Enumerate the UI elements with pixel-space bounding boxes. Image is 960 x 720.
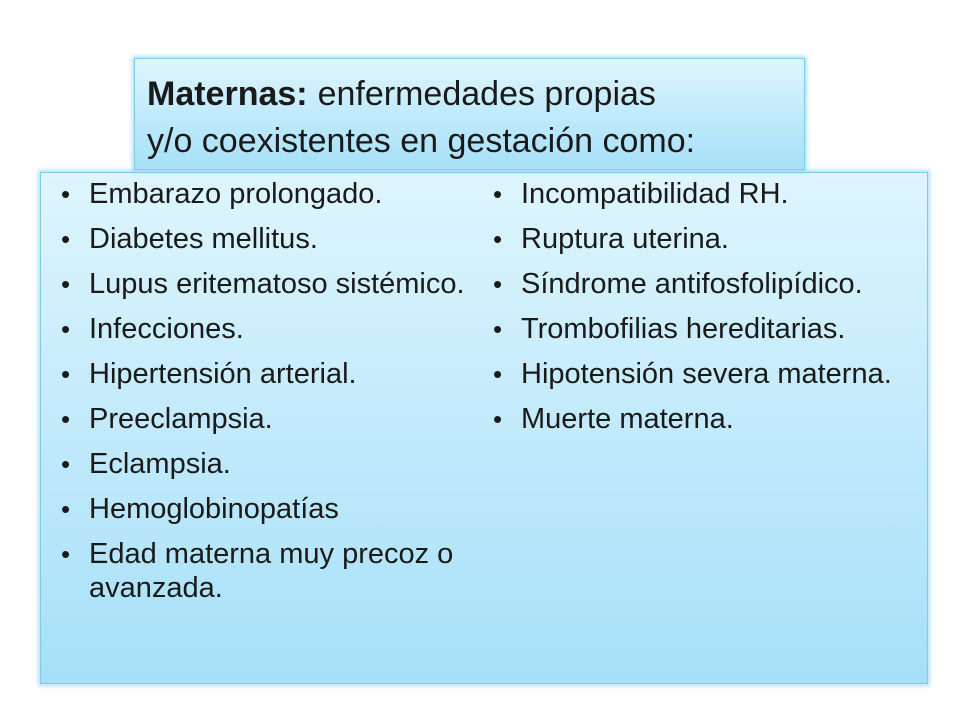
list-item bbox=[481, 222, 921, 256]
list-item bbox=[49, 537, 469, 605]
content-box bbox=[40, 172, 928, 684]
title-box bbox=[134, 58, 805, 170]
list-item-text: Diabetes mellitus. bbox=[89, 223, 318, 255]
left-column-list bbox=[49, 177, 469, 616]
list-item-text: Ruptura uterina. bbox=[521, 223, 729, 255]
bullet-icon: • bbox=[493, 314, 503, 344]
list-item bbox=[49, 177, 469, 211]
bullet-icon: • bbox=[61, 359, 71, 389]
list-item bbox=[481, 357, 921, 391]
bullet-icon: • bbox=[493, 269, 503, 299]
bullet-icon: • bbox=[493, 179, 503, 209]
list-item-text: Incompatibilidad RH. bbox=[521, 178, 789, 210]
bullet-icon: • bbox=[493, 224, 503, 254]
list-item bbox=[49, 492, 469, 526]
right-column-list bbox=[481, 177, 921, 447]
title-line-1 bbox=[147, 71, 804, 118]
list-item bbox=[49, 312, 469, 346]
list-item bbox=[481, 402, 921, 436]
bullet-icon: • bbox=[61, 269, 71, 299]
list-item-text: Muerte materna. bbox=[521, 403, 734, 435]
bullet-icon: • bbox=[493, 404, 503, 434]
list-item bbox=[481, 267, 921, 301]
list-item-text: Hemoglobinopatías bbox=[89, 493, 339, 525]
list-item bbox=[49, 402, 469, 436]
list-item bbox=[481, 312, 921, 346]
title-bold-word: Maternas: bbox=[147, 75, 308, 113]
list-item bbox=[49, 447, 469, 481]
bullet-icon: • bbox=[61, 494, 71, 524]
bullet-icon: • bbox=[61, 314, 71, 344]
bullet-icon: • bbox=[61, 449, 71, 479]
title-line-1-text: enfermedades propias bbox=[317, 75, 656, 113]
list-item-text: Trombofilias hereditarias. bbox=[521, 313, 846, 345]
list-item bbox=[481, 177, 921, 211]
list-item-text: Síndrome antifosfolipídico. bbox=[521, 268, 863, 300]
bullet-icon: • bbox=[61, 224, 71, 254]
list-item bbox=[49, 267, 469, 301]
bullet-icon: • bbox=[61, 539, 71, 569]
list-item bbox=[49, 357, 469, 391]
list-item-text: Infecciones. bbox=[89, 313, 244, 345]
list-item bbox=[49, 222, 469, 256]
list-item-text: Hipertensión arterial. bbox=[89, 358, 357, 390]
bullet-icon: • bbox=[493, 359, 503, 389]
list-item-text: Eclampsia. bbox=[89, 448, 231, 480]
list-item-text: Edad materna muy precoz o avanzada. bbox=[89, 538, 454, 604]
title-line-2: y/o coexistentes en gestación como: bbox=[147, 122, 696, 160]
bullet-icon: • bbox=[61, 404, 71, 434]
list-item-text: Preeclampsia. bbox=[89, 403, 273, 435]
bullet-icon: • bbox=[61, 179, 71, 209]
list-item-text: Embarazo prolongado. bbox=[89, 178, 383, 210]
list-item-text: Lupus eritematoso sistémico. bbox=[89, 268, 465, 300]
list-item-text: Hipotensión severa materna. bbox=[521, 358, 892, 390]
